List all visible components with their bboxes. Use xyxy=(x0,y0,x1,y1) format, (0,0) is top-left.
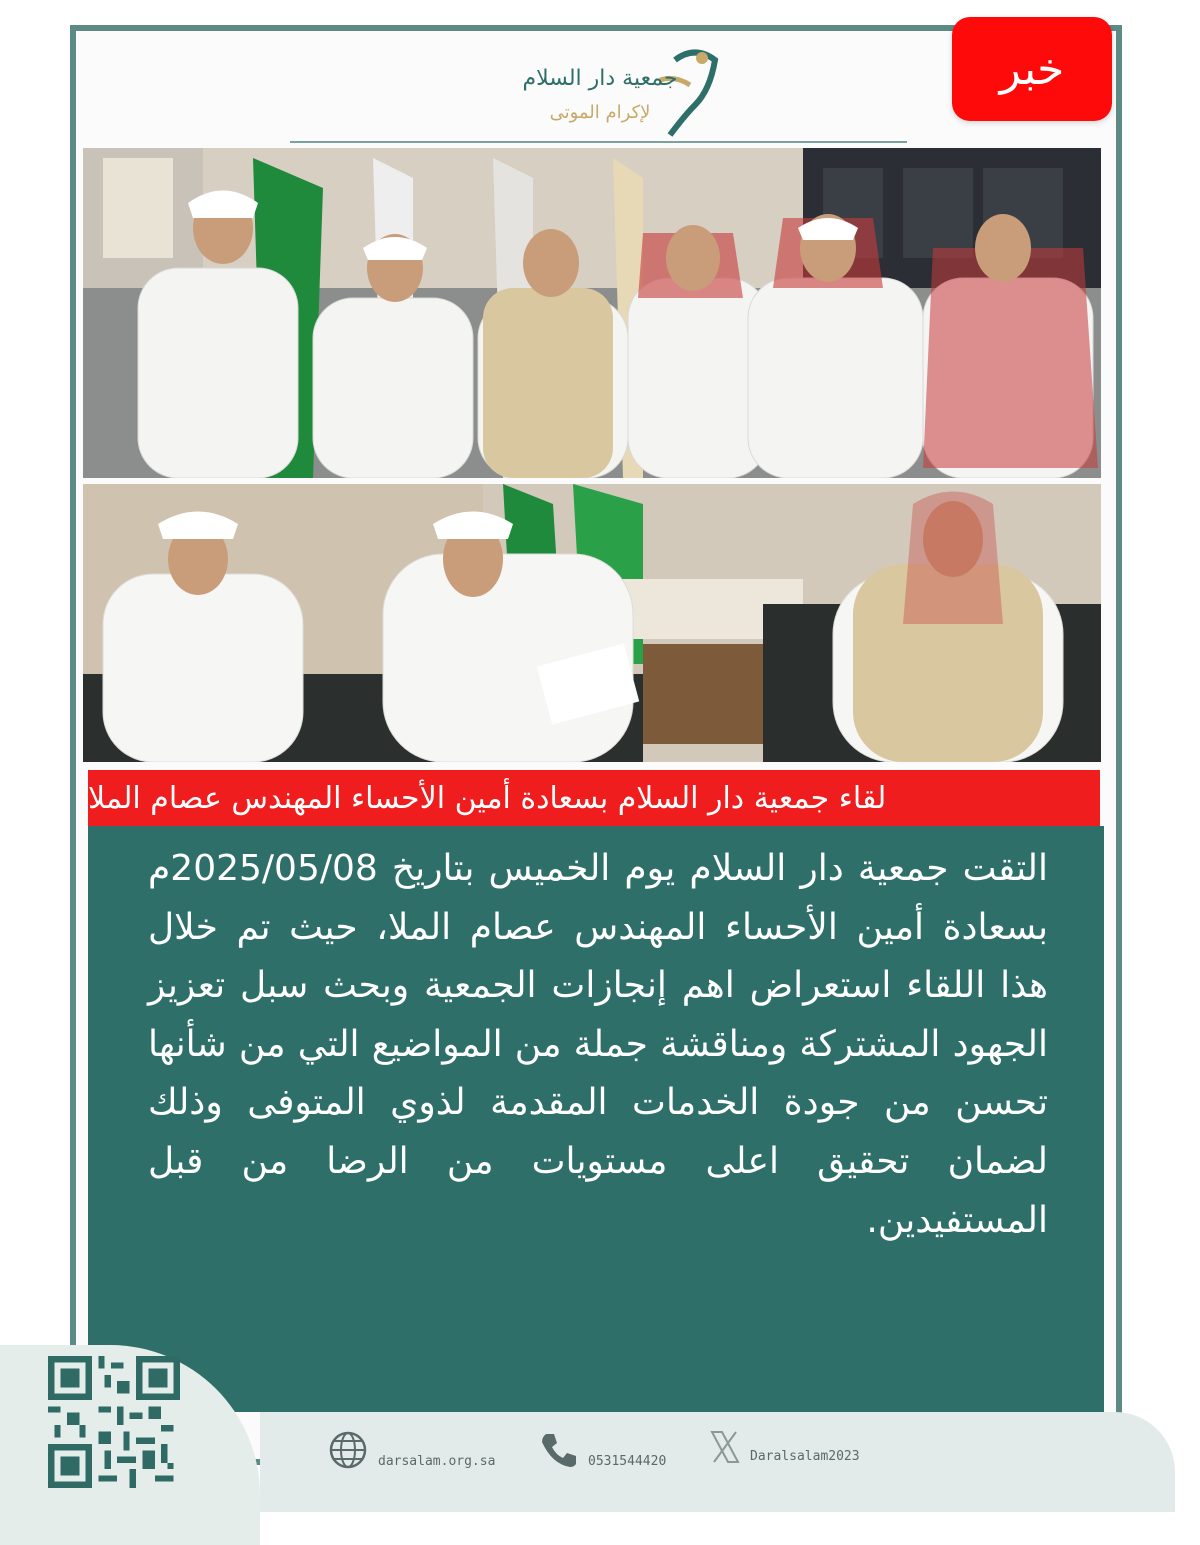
group-photo xyxy=(83,148,1101,478)
footer-social[interactable] xyxy=(710,1430,860,1464)
phone-text: 0531544420 xyxy=(588,1453,667,1469)
social-handle-text: Daralsalam2023 xyxy=(750,1448,860,1464)
globe-icon xyxy=(328,1430,368,1470)
logo-name-line1: جمعية دار السلام xyxy=(522,66,678,91)
footer-website[interactable] xyxy=(328,1430,495,1470)
logo-name-line2: لإكرام الموتى xyxy=(549,102,651,123)
logo-mark-icon xyxy=(660,52,715,135)
website-text: darsalam.org.sa xyxy=(378,1453,496,1469)
news-badge xyxy=(952,17,1112,121)
logo xyxy=(470,40,730,140)
phone-icon xyxy=(538,1430,578,1470)
qr-code-icon xyxy=(48,1356,180,1488)
logo-divider xyxy=(290,141,907,143)
footer-phone[interactable] xyxy=(538,1430,666,1470)
meeting-photo xyxy=(83,484,1101,762)
article-body: التقت جمعية دار السلام يوم الخميس بتاريخ 2025/05/08م بسعادة أمين الأحساء المهندس عصام الملا، حيث تم خلال هذا اللقاء استعراض اهم إنجازات الجمعية وبحث سبل تعزيز الجهود المشتركة ومناقشة جملة من المواضيع التي من شأنها تحسن من جودة الخدمات المقدمة لذوي المتوفى وذلك لضمان تحقيق اعلى مستويات من الرضا من قبل المستفيدين. xyxy=(148,848,1048,1241)
headline-text: لقاء جمعية دار السلام بسعادة أمين الأحساء المهندس عصام الملا xyxy=(88,780,887,816)
news-badge-label: خبر xyxy=(999,43,1065,95)
x-logo-icon xyxy=(710,1430,740,1464)
headline xyxy=(88,770,1100,826)
